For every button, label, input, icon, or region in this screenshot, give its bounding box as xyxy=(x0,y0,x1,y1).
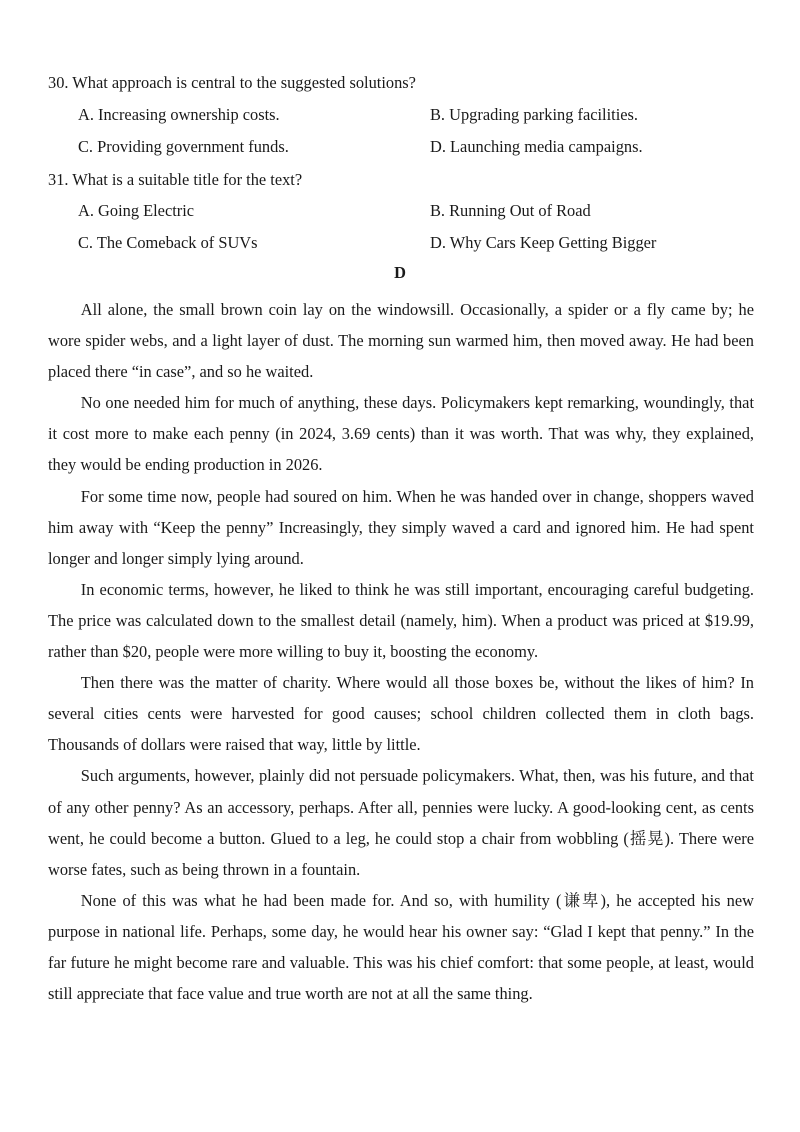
passage-paragraph-5: Then there was the matter of charity. Where would all those boxes be, without the likes of him? In several cities cents were harvested for good causes; school children collected them in cloth bags. Thousands of dollars were raised that way, little by little. xyxy=(48,673,754,755)
question-31-option-a: A. Going Electric xyxy=(78,201,195,220)
question-30-option-c: C. Providing government funds. xyxy=(78,137,289,156)
question-31-option-c: C. The Comeback of SUVs xyxy=(78,233,258,252)
passage-paragraph-1: All alone, the small brown coin lay on the windowsill. Occasionally, a spider or a fly came by; he wore spider webs, and a light layer of dust. The morning sun warmed him, then moved away. He had been placed there “in case”, and so he waited. xyxy=(48,300,754,382)
question-30-option-b: B. Upgrading parking facilities. xyxy=(430,105,639,124)
question-31-option-b: B. Running Out of Road xyxy=(430,201,591,220)
passage-paragraph-4: In economic terms, however, he liked to think he was still important, encouraging careful budgeting. The price was calculated down to the smallest detail (namely, him). When a product was priced at $19.99, rather than $20, people were more willing to buy it, boosting the economy. xyxy=(48,579,754,662)
passage-paragraph-7: None of this was what he had been made for. And so, with humility (谦卑), he accepted his new purpose in national life. Perhaps, some day, he would hear his owner say: “Glad I kept that penny.” In the far future he might become rare and valuable. This was his chief comfort: that some people, at least, would still appreciate that face value and true worth are not at all the same thing. xyxy=(48,890,754,1004)
section-heading: D xyxy=(394,263,406,282)
passage-paragraph-2: No one needed him for much of anything, these days. Policymakers kept remarking, woundingly, that it cost more to make each penny (in 2024, 3.69 cents) than it was worth. That was why, they explained, they would be ending production in 2026. xyxy=(48,393,754,475)
passage-paragraph-6: Such arguments, however, plainly did not persuade policymakers. What, then, was his future, and that of any other penny? As an accessory, perhaps. After all, pennies were lucky. A good-looking cent, as cents went, he could become a button. Glued to a leg, he could stop a chair from wobbling (摇晃). There were worse fates, such as being thrown in a fountain. xyxy=(48,766,754,879)
passage-paragraph-3: For some time now, people had soured on him. When he was handed over in change, shoppers waved him away with “Keep the penny” Increasingly, they simply waved a card and ignored him. He had spent longer and longer simply lying around. xyxy=(48,486,754,568)
question-30-option-d: D. Launching media campaigns. xyxy=(430,137,643,156)
question-31-stem: 31. What is a suitable title for the text? xyxy=(48,170,303,189)
question-30-option-a: A. Increasing ownership costs. xyxy=(78,105,280,124)
question-31-option-d: D. Why Cars Keep Getting Bigger xyxy=(430,233,657,252)
question-30-stem: 30. What approach is central to the suggested solutions? xyxy=(48,73,416,92)
reading-passage xyxy=(48,294,754,1009)
